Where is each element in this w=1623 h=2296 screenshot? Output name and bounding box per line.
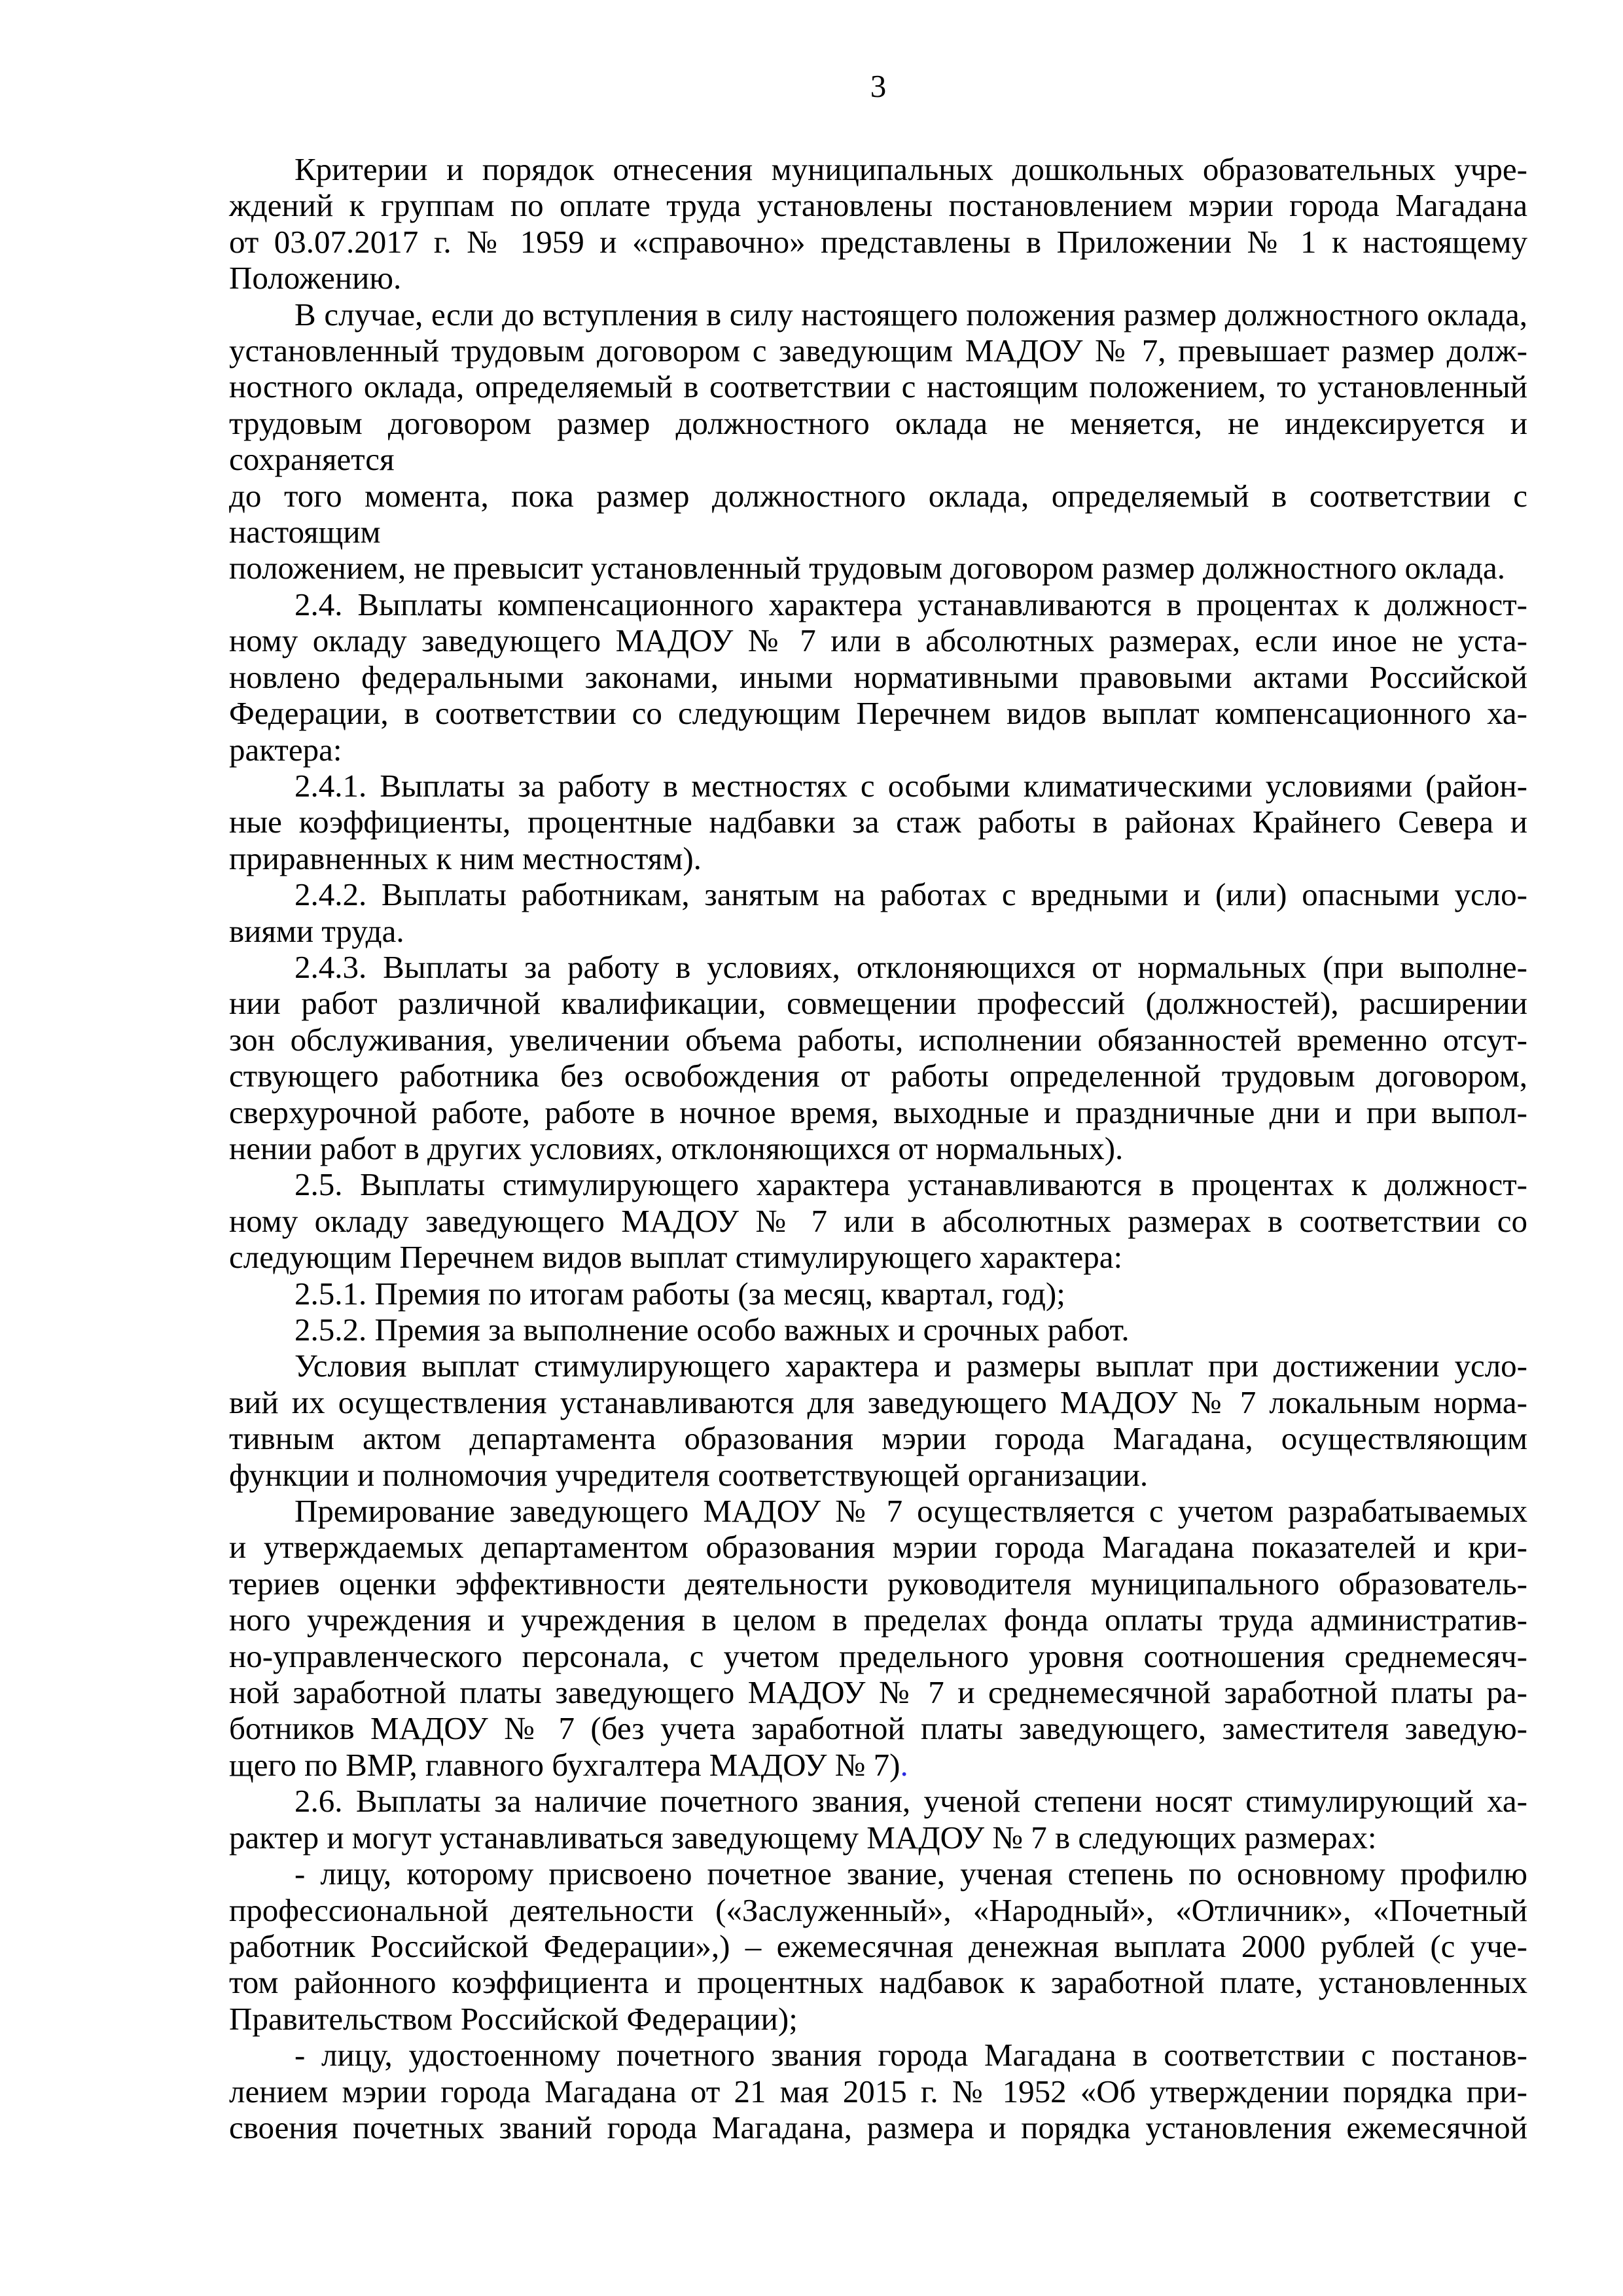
paragraph	[229, 296, 1527, 586]
text-line: ные коэффициенты, процентные надбавки за стаж работы в районах Крайнего Севера и	[229, 804, 1527, 840]
text-line: 2.6. Выплаты за наличие почетного звания, ученой степени носят стимулирующий ха-	[294, 1783, 1527, 1820]
text-line: виями труда.	[229, 912, 404, 949]
text-line: рактера:	[229, 731, 342, 768]
text-line: ствующего работника без освобождения от работы определенной трудовым договором,	[229, 1058, 1527, 1094]
text-line: профессиональной деятельности («Заслуженный», «Народный», «Отличник», «Почетный	[229, 1892, 1527, 1928]
text-line: от 03.07.2017 г. № 1959 и «справочно» представлены в Приложении № 1 к настоящему	[229, 223, 1527, 260]
text-line: приравненных к ним местностям).	[229, 840, 702, 876]
text-line: териев оценки эффективности деятельности руководителя муниципального образователь-	[229, 1565, 1527, 1602]
text-line: своения почетных званий города Магадана, размера и порядка установления ежемесячной	[229, 2109, 1527, 2145]
page-number: 3	[870, 68, 887, 104]
paragraph	[229, 949, 1527, 1166]
text-line: 2.5. Выплаты стимулирующего характера устанавливаются в процентах к должност-	[294, 1166, 1527, 1203]
text-line: 2.4.1. Выплаты за работу в местностях с особыми климатическими условиями (район-	[294, 767, 1527, 804]
text-line: ждений к группам по оплате труда установлены постановлением мэрии города Магадана	[229, 187, 1527, 224]
text-line: - лицу, которому присвоено почетное звание, ученая степень по основному профилю	[294, 1856, 1527, 1892]
text-line: установленный трудовым договором с заведующим МАДОУ № 7, превышает размер долж-	[229, 332, 1527, 369]
text-line: том районного коэффициента и процентных надбавок к заработной плате, установленных	[229, 1964, 1527, 2001]
paragraph	[229, 1856, 1527, 2037]
text-line: работник Российской Федерации»,) – ежемесячная денежная выплата 2000 рублей (с уче-	[229, 1928, 1527, 1964]
paragraph	[229, 1166, 1527, 1275]
paragraph	[229, 1348, 1527, 1493]
text-line: ному окладу заведующего МАДОУ № 7 или в абсолютных размерах в соответствии со	[229, 1202, 1527, 1239]
text-line: вий их осуществления устанавливаются для заведующего МАДОУ № 7 локальным норма-	[229, 1384, 1527, 1420]
text-line: - лицу, удостоенному почетного звания города Магадана в соответствии с постанов-	[294, 2037, 1527, 2073]
text-line: ной заработной платы заведующего МАДОУ № 7 и среднемесячной заработной платы ра-	[229, 1674, 1527, 1711]
text-line: 2.4.3. Выплаты за работу в условиях, отклоняющихся от нормальных (при выполне-	[294, 948, 1527, 985]
paragraph	[229, 151, 1527, 296]
text-line: сверхурочной работе, работе в ночное время, выходные и праздничные дни и при выпол-	[229, 1094, 1527, 1130]
paragraph	[229, 768, 1527, 876]
text-line: положением, не превысит установленный трудовым договором размер должностного оклада.	[229, 550, 1505, 586]
text-line: Федерации, в соответствии со следующим Перечнем видов выплат компенсационного ха-	[229, 695, 1527, 732]
text-line: 2.4.2. Выплаты работникам, занятым на работах с вредными и (или) опасными усло-	[294, 876, 1527, 913]
text-line: нии работ различной квалификации, совмещении профессий (должностей), расширении	[229, 985, 1527, 1022]
paragraph	[229, 1276, 1527, 1312]
text-line: следующим Перечнем видов выплат стимулирующего характера:	[229, 1239, 1123, 1276]
document-body	[229, 151, 1527, 2145]
blue-period: .	[900, 1746, 908, 1783]
text-line: но-управленческого персонала, с учетом предельного уровня соотношения среднемесяч-	[229, 1638, 1527, 1674]
text-line: ного учреждения и учреждения в целом в пределах фонда оплаты труда административ-	[229, 1602, 1527, 1638]
text-line: 2.5.2. Премия за выполнение особо важных и срочных работ.	[294, 1312, 1130, 1348]
text-line: зон обслуживания, увеличении объема работы, исполнении обязанностей временно отсут-	[229, 1021, 1527, 1058]
text-line: ностного оклада, определяемый в соответствии с настоящим положением, то установленный	[229, 368, 1527, 405]
text-line: Правительством Российской Федерации);	[229, 2000, 798, 2037]
text-line: 2.4. Выплаты компенсационного характера устанавливаются в процентах к должност-	[294, 586, 1527, 622]
text-line: трудовым договором размер должностного оклада не меняется, не индексируется и сохраняется	[229, 404, 1527, 478]
text-line: Положению.	[229, 260, 402, 296]
text-line: ному окладу заведующего МАДОУ № 7 или в абсолютных размерах, если иное не уста-	[229, 622, 1527, 659]
text-line: нении работ в других условиях, отклоняющихся от нормальных).	[229, 1130, 1124, 1166]
text-line: лением мэрии города Магадана от 21 мая 2015 г. № 1952 «Об утверждении порядка при-	[229, 2073, 1527, 2109]
text-line: Критерии и порядок отнесения муниципальных дошкольных образовательных учре-	[294, 151, 1527, 187]
text-line: и утверждаемых департаментом образования мэрии города Магадана показателей и кри-	[229, 1529, 1527, 1566]
text-line: рактер и могут устанавливаться заведующему МАДОУ № 7 в следующих размерах:	[229, 1819, 1377, 1856]
text-line: Условия выплат стимулирующего характера и размеры выплат при достижении усло-	[294, 1348, 1527, 1384]
text-line: 2.5.1. Премия по итогам работы (за месяц, квартал, год);	[294, 1275, 1065, 1312]
paragraph	[229, 1312, 1527, 1348]
text-line: Премирование заведующего МАДОУ № 7 осуществляется с учетом разрабатываемых	[294, 1493, 1527, 1530]
text-line: В случае, если до вступления в силу настоящего положения размер должностного оклада,	[294, 296, 1527, 332]
paragraph	[229, 1493, 1527, 1783]
text-line: тивным актом департамента образования мэрии города Магадана, осуществляющим	[229, 1420, 1527, 1457]
paragraph	[229, 1783, 1527, 1856]
text-line: новлено федеральными законами, иными нормативными правовыми актами Российской	[229, 658, 1527, 695]
text-line: щего по ВМР, главного бухгалтера МАДОУ № 7).	[229, 1746, 908, 1783]
paragraph	[229, 586, 1527, 768]
paragraph	[229, 876, 1527, 949]
paragraph	[229, 2037, 1527, 2145]
text-line: функции и полномочия учредителя соответствующей организации.	[229, 1456, 1149, 1493]
text-line: до того момента, пока размер должностного оклада, определяемый в соответствии с настоящим	[229, 477, 1527, 550]
text-line: ботников МАДОУ № 7 (без учета заработной платы заведующего, заместителя заведую-	[229, 1710, 1527, 1747]
